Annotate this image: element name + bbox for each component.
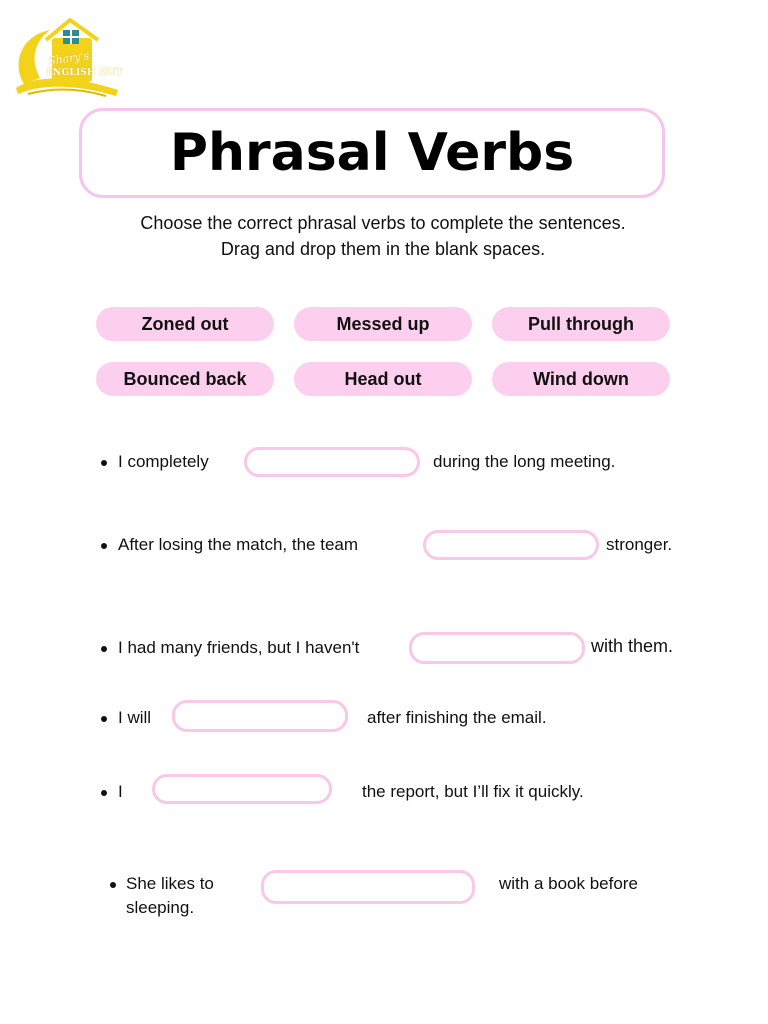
blank-2-dropzone[interactable] [423,530,599,560]
word-chip-bounced-back[interactable]: Bounced back [96,362,274,396]
bullet [101,716,107,722]
sentence-4-before: I will [118,708,152,727]
blank-5-dropzone[interactable] [152,774,332,804]
sentence-5-before: I [118,782,123,801]
word-chip-pull-through[interactable]: Pull through [492,307,670,341]
sentence-6-before-line2: sleeping. [126,898,195,917]
title-box [79,108,665,198]
word-chip-zoned-out[interactable]: Zoned out [96,307,274,341]
sentence-3-before: I had many friends, but I haven't [118,638,360,657]
sentence-6-before: She likes to [126,874,214,893]
logo-text-line1: Shary's [47,49,91,68]
sentence-2-before: After losing the match, the team [118,535,359,554]
sentence-2-after: stronger. [606,535,673,554]
sentence-5-after: the report, but I’ll fix it quickly. [362,782,584,801]
logo-text-line2: ENGLISH HUT [46,68,123,78]
word-chip-wind-down[interactable]: Wind down [492,362,670,396]
blank-6-dropzone[interactable] [261,870,475,904]
sentence-3-after: with them. [591,636,674,656]
bullet [101,646,107,652]
bullet [101,790,107,796]
bullet [110,882,116,888]
blank-4-dropzone[interactable] [172,700,348,732]
instructions-line1: Choose the correct phrasal verbs to complete the sentences. [140,213,626,233]
bullet [101,460,107,466]
logo [6,14,124,100]
bullet [101,543,107,549]
blank-1-dropzone[interactable] [244,447,420,477]
word-chip-head-out[interactable]: Head out [294,362,472,396]
instructions-line2: Drag and drop them in the blank spaces. [220,239,546,259]
instructions [60,210,706,262]
sentence-1-after: during the long meeting. [433,452,616,471]
sentence-6-after: with a book before [499,874,638,893]
sentence-4-after: after finishing the email. [367,708,547,727]
blank-3-dropzone[interactable] [409,632,585,664]
sentence-1-before: I completely [118,452,209,471]
page-title: Phrasal Verbs [169,123,575,183]
word-chip-messed-up[interactable]: Messed up [294,307,472,341]
